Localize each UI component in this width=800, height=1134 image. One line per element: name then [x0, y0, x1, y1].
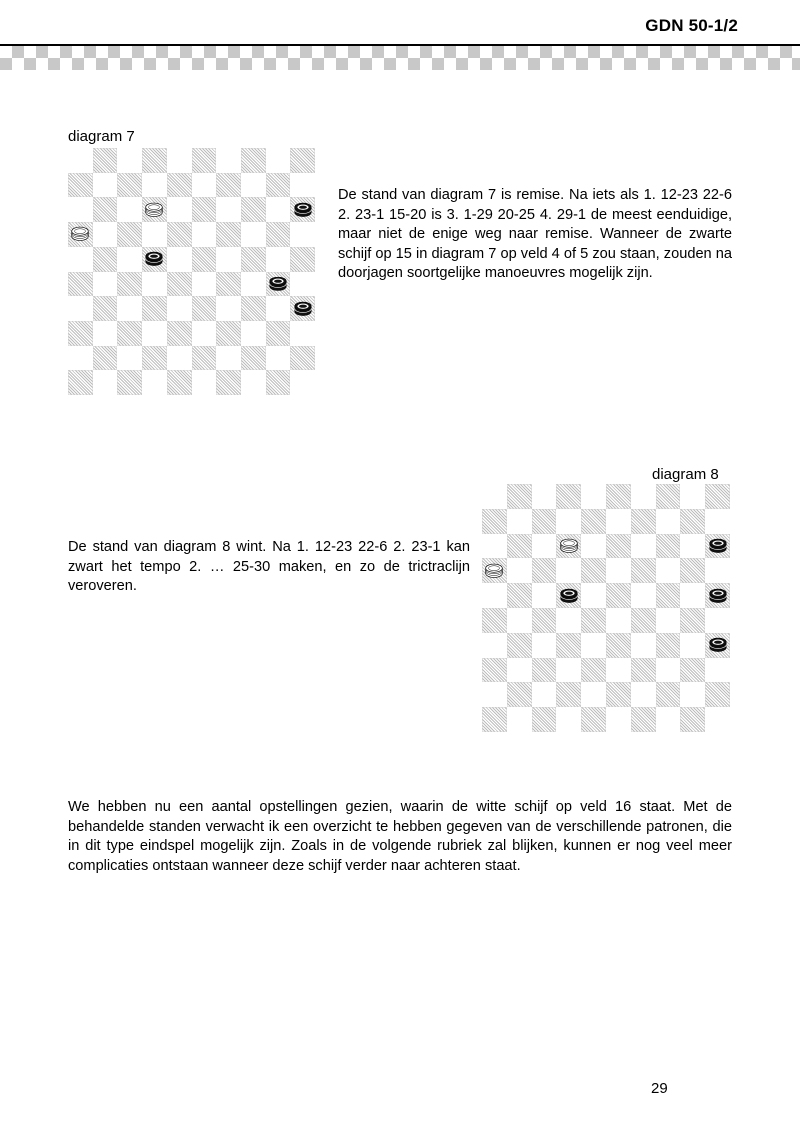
board-square	[117, 272, 142, 297]
board-square	[241, 247, 266, 272]
board-square	[507, 509, 532, 534]
board-square	[142, 272, 167, 297]
board-square	[192, 148, 217, 173]
board-square	[606, 608, 631, 633]
board-square	[290, 222, 315, 247]
diagram-8-label: diagram 8	[652, 466, 719, 483]
board-square	[117, 296, 142, 321]
board-square	[606, 707, 631, 732]
board-square	[556, 633, 581, 658]
checkerboard-strip-decoration	[0, 46, 800, 70]
board-square	[705, 682, 730, 707]
board-square	[266, 222, 291, 247]
board-square	[581, 509, 606, 534]
board-square	[142, 370, 167, 395]
board-square	[631, 534, 656, 559]
board-square	[606, 558, 631, 583]
board-square	[216, 173, 241, 198]
board-square	[482, 558, 507, 583]
board-square	[656, 558, 681, 583]
board-square	[93, 296, 118, 321]
board-square	[142, 173, 167, 198]
board-square	[631, 682, 656, 707]
board-square	[581, 658, 606, 683]
diagram-7-commentary: De stand van diagram 7 is remise. Na iets als 1. 12-23 22-6 2. 23-1 15-20 is 3. 1-29 20-25 4. 29-1 de meest eenduidige, maar niet de enige weg naar remise. Wanneer de zwarte schijf op 15 in diagram 7 op veld 4 of 5 zou staan, zouden na doorjagen soortgelijke manoeuvres mogelijk zijn.	[338, 187, 732, 281]
board-square	[241, 296, 266, 321]
board-square	[656, 509, 681, 534]
white-piece-icon	[485, 563, 504, 578]
board-square	[167, 247, 192, 272]
diagram-8-commentary: De stand van diagram 8 wint. Na 1. 12-23 22-6 2. 23-1 kan zwart het tempo 2. … 25-30 maken, en zo de trictraclijn veroveren.	[68, 539, 470, 594]
white-piece-icon	[71, 227, 90, 242]
board-square	[532, 682, 557, 707]
board-square	[482, 633, 507, 658]
page-number: 29	[651, 1080, 668, 1097]
board-square	[705, 534, 730, 559]
board-square	[532, 633, 557, 658]
board-square	[680, 558, 705, 583]
board-square	[93, 148, 118, 173]
board-square	[142, 346, 167, 371]
header-title: GDN 50-1/2	[645, 16, 738, 35]
board-square	[507, 558, 532, 583]
board-square	[266, 272, 291, 297]
black-piece-icon	[293, 202, 312, 217]
board-square	[556, 534, 581, 559]
board-square	[656, 633, 681, 658]
board-square	[705, 583, 730, 608]
board-square	[581, 484, 606, 509]
board-square	[532, 534, 557, 559]
black-piece-icon	[559, 588, 578, 603]
board-square	[192, 296, 217, 321]
board-square	[482, 534, 507, 559]
board-square	[117, 173, 142, 198]
board-square	[290, 370, 315, 395]
board-square	[507, 534, 532, 559]
board-square	[216, 346, 241, 371]
board-square	[532, 509, 557, 534]
board-square	[93, 222, 118, 247]
board-square	[117, 247, 142, 272]
board-square	[266, 197, 291, 222]
board-square	[507, 583, 532, 608]
board-square	[68, 222, 93, 247]
white-piece-icon	[145, 202, 164, 217]
board-square	[290, 148, 315, 173]
board-square	[631, 583, 656, 608]
board-square	[241, 148, 266, 173]
board-square	[241, 321, 266, 346]
board-square	[68, 370, 93, 395]
board-square	[656, 484, 681, 509]
board-square	[216, 296, 241, 321]
board-square	[216, 247, 241, 272]
board-square	[631, 558, 656, 583]
board-square	[192, 346, 217, 371]
board-square	[680, 484, 705, 509]
board-square	[216, 321, 241, 346]
board-square	[581, 707, 606, 732]
board-square	[581, 608, 606, 633]
board-square	[68, 173, 93, 198]
board-square	[117, 370, 142, 395]
board-square	[117, 321, 142, 346]
board-square	[290, 321, 315, 346]
board-square	[705, 608, 730, 633]
board-square	[167, 173, 192, 198]
board-square	[68, 321, 93, 346]
board-square	[532, 583, 557, 608]
board-square	[482, 484, 507, 509]
board-square	[507, 608, 532, 633]
board-square	[167, 321, 192, 346]
board-square	[93, 272, 118, 297]
board-square	[631, 484, 656, 509]
page-header	[0, 0, 800, 75]
board-square	[216, 222, 241, 247]
board-square	[705, 707, 730, 732]
black-piece-icon	[708, 538, 727, 553]
board-square	[290, 197, 315, 222]
board-square	[117, 222, 142, 247]
draughts-board-diagram-8	[482, 484, 730, 732]
board-square	[532, 608, 557, 633]
board-square	[167, 346, 192, 371]
board-square	[142, 148, 167, 173]
board-square	[631, 608, 656, 633]
board-square	[241, 272, 266, 297]
board-square	[167, 272, 192, 297]
board-square	[216, 148, 241, 173]
board-square	[68, 346, 93, 371]
board-square	[266, 370, 291, 395]
board-square	[680, 707, 705, 732]
board-square	[556, 707, 581, 732]
board-square	[656, 682, 681, 707]
board-square	[656, 608, 681, 633]
board-square	[705, 558, 730, 583]
black-piece-icon	[708, 588, 727, 603]
board-square	[93, 247, 118, 272]
board-square	[631, 707, 656, 732]
board-square	[68, 296, 93, 321]
board-square	[93, 370, 118, 395]
board-square	[606, 509, 631, 534]
board-square	[581, 558, 606, 583]
board-square	[93, 197, 118, 222]
board-square	[290, 346, 315, 371]
board-square	[142, 222, 167, 247]
board-square	[142, 247, 167, 272]
board-square	[680, 583, 705, 608]
board-square	[606, 658, 631, 683]
board-square	[656, 658, 681, 683]
board-square	[167, 148, 192, 173]
board-square	[507, 658, 532, 683]
board-square	[192, 247, 217, 272]
board-square	[192, 370, 217, 395]
board-square	[93, 321, 118, 346]
board-square	[241, 222, 266, 247]
board-square	[266, 148, 291, 173]
board-square	[680, 509, 705, 534]
board-square	[656, 534, 681, 559]
board-square	[241, 346, 266, 371]
white-piece-icon	[559, 538, 578, 553]
board-square	[192, 321, 217, 346]
board-square	[581, 633, 606, 658]
board-square	[192, 222, 217, 247]
board-square	[680, 534, 705, 559]
board-square	[532, 558, 557, 583]
board-square	[705, 658, 730, 683]
board-square	[581, 583, 606, 608]
board-square	[656, 583, 681, 608]
board-square	[266, 173, 291, 198]
board-square	[482, 682, 507, 707]
board-square	[290, 296, 315, 321]
board-square	[167, 222, 192, 247]
board-square	[117, 197, 142, 222]
board-square	[606, 682, 631, 707]
board-square	[117, 148, 142, 173]
board-square	[631, 658, 656, 683]
board-square	[606, 583, 631, 608]
board-square	[581, 682, 606, 707]
board-square	[705, 633, 730, 658]
board-square	[192, 197, 217, 222]
board-square	[680, 608, 705, 633]
board-square	[142, 321, 167, 346]
board-square	[117, 346, 142, 371]
board-square	[192, 173, 217, 198]
board-square	[167, 296, 192, 321]
board-square	[482, 707, 507, 732]
board-square	[241, 173, 266, 198]
board-square	[507, 682, 532, 707]
board-square	[93, 173, 118, 198]
board-square	[290, 173, 315, 198]
board-square	[556, 484, 581, 509]
board-square	[68, 272, 93, 297]
board-square	[216, 370, 241, 395]
board-square	[532, 658, 557, 683]
board-square	[680, 633, 705, 658]
board-square	[142, 197, 167, 222]
board-square	[142, 296, 167, 321]
board-square	[556, 558, 581, 583]
board-square	[556, 583, 581, 608]
board-square	[241, 370, 266, 395]
board-square	[532, 707, 557, 732]
board-square	[266, 321, 291, 346]
board-square	[93, 346, 118, 371]
board-square	[266, 247, 291, 272]
board-square	[266, 296, 291, 321]
board-square	[266, 346, 291, 371]
board-square	[507, 707, 532, 732]
closing-paragraph: We hebben nu een aantal opstellingen gezien, waarin de witte schijf op veld 16 staat. Met de behandelde standen verwacht ik een overzicht te hebben gegeven van de verschillende patronen, die in dit type eindspel mogelijk zijn. Zoals in de volgende rubriek zal blijken, kunnen er nog veel meer complicaties ontstaan wanneer deze schijf verder naar achteren staat.	[68, 799, 732, 874]
board-square	[656, 707, 681, 732]
board-square	[606, 633, 631, 658]
board-square	[290, 272, 315, 297]
board-square	[631, 633, 656, 658]
board-square	[705, 509, 730, 534]
black-piece-icon	[293, 301, 312, 316]
board-square	[507, 633, 532, 658]
board-square	[68, 247, 93, 272]
board-square	[68, 197, 93, 222]
diagram-7-label: diagram 7	[68, 128, 135, 145]
board-square	[581, 534, 606, 559]
board-square	[532, 484, 557, 509]
board-square	[167, 370, 192, 395]
board-square	[216, 272, 241, 297]
board-square	[507, 484, 532, 509]
black-piece-icon	[708, 638, 727, 653]
board-square	[482, 509, 507, 534]
board-square	[290, 247, 315, 272]
board-square	[482, 658, 507, 683]
board-square	[705, 484, 730, 509]
board-square	[192, 272, 217, 297]
board-square	[556, 658, 581, 683]
black-piece-icon	[145, 251, 164, 266]
board-square	[680, 658, 705, 683]
board-square	[68, 148, 93, 173]
board-square	[241, 197, 266, 222]
board-square	[556, 509, 581, 534]
black-piece-icon	[269, 276, 288, 291]
board-square	[216, 197, 241, 222]
draughts-board-diagram-7	[68, 148, 315, 395]
board-square	[482, 583, 507, 608]
board-square	[556, 608, 581, 633]
board-square	[606, 534, 631, 559]
board-square	[680, 682, 705, 707]
board-square	[482, 608, 507, 633]
board-square	[167, 197, 192, 222]
board-square	[556, 682, 581, 707]
board-square	[606, 484, 631, 509]
board-square	[631, 509, 656, 534]
